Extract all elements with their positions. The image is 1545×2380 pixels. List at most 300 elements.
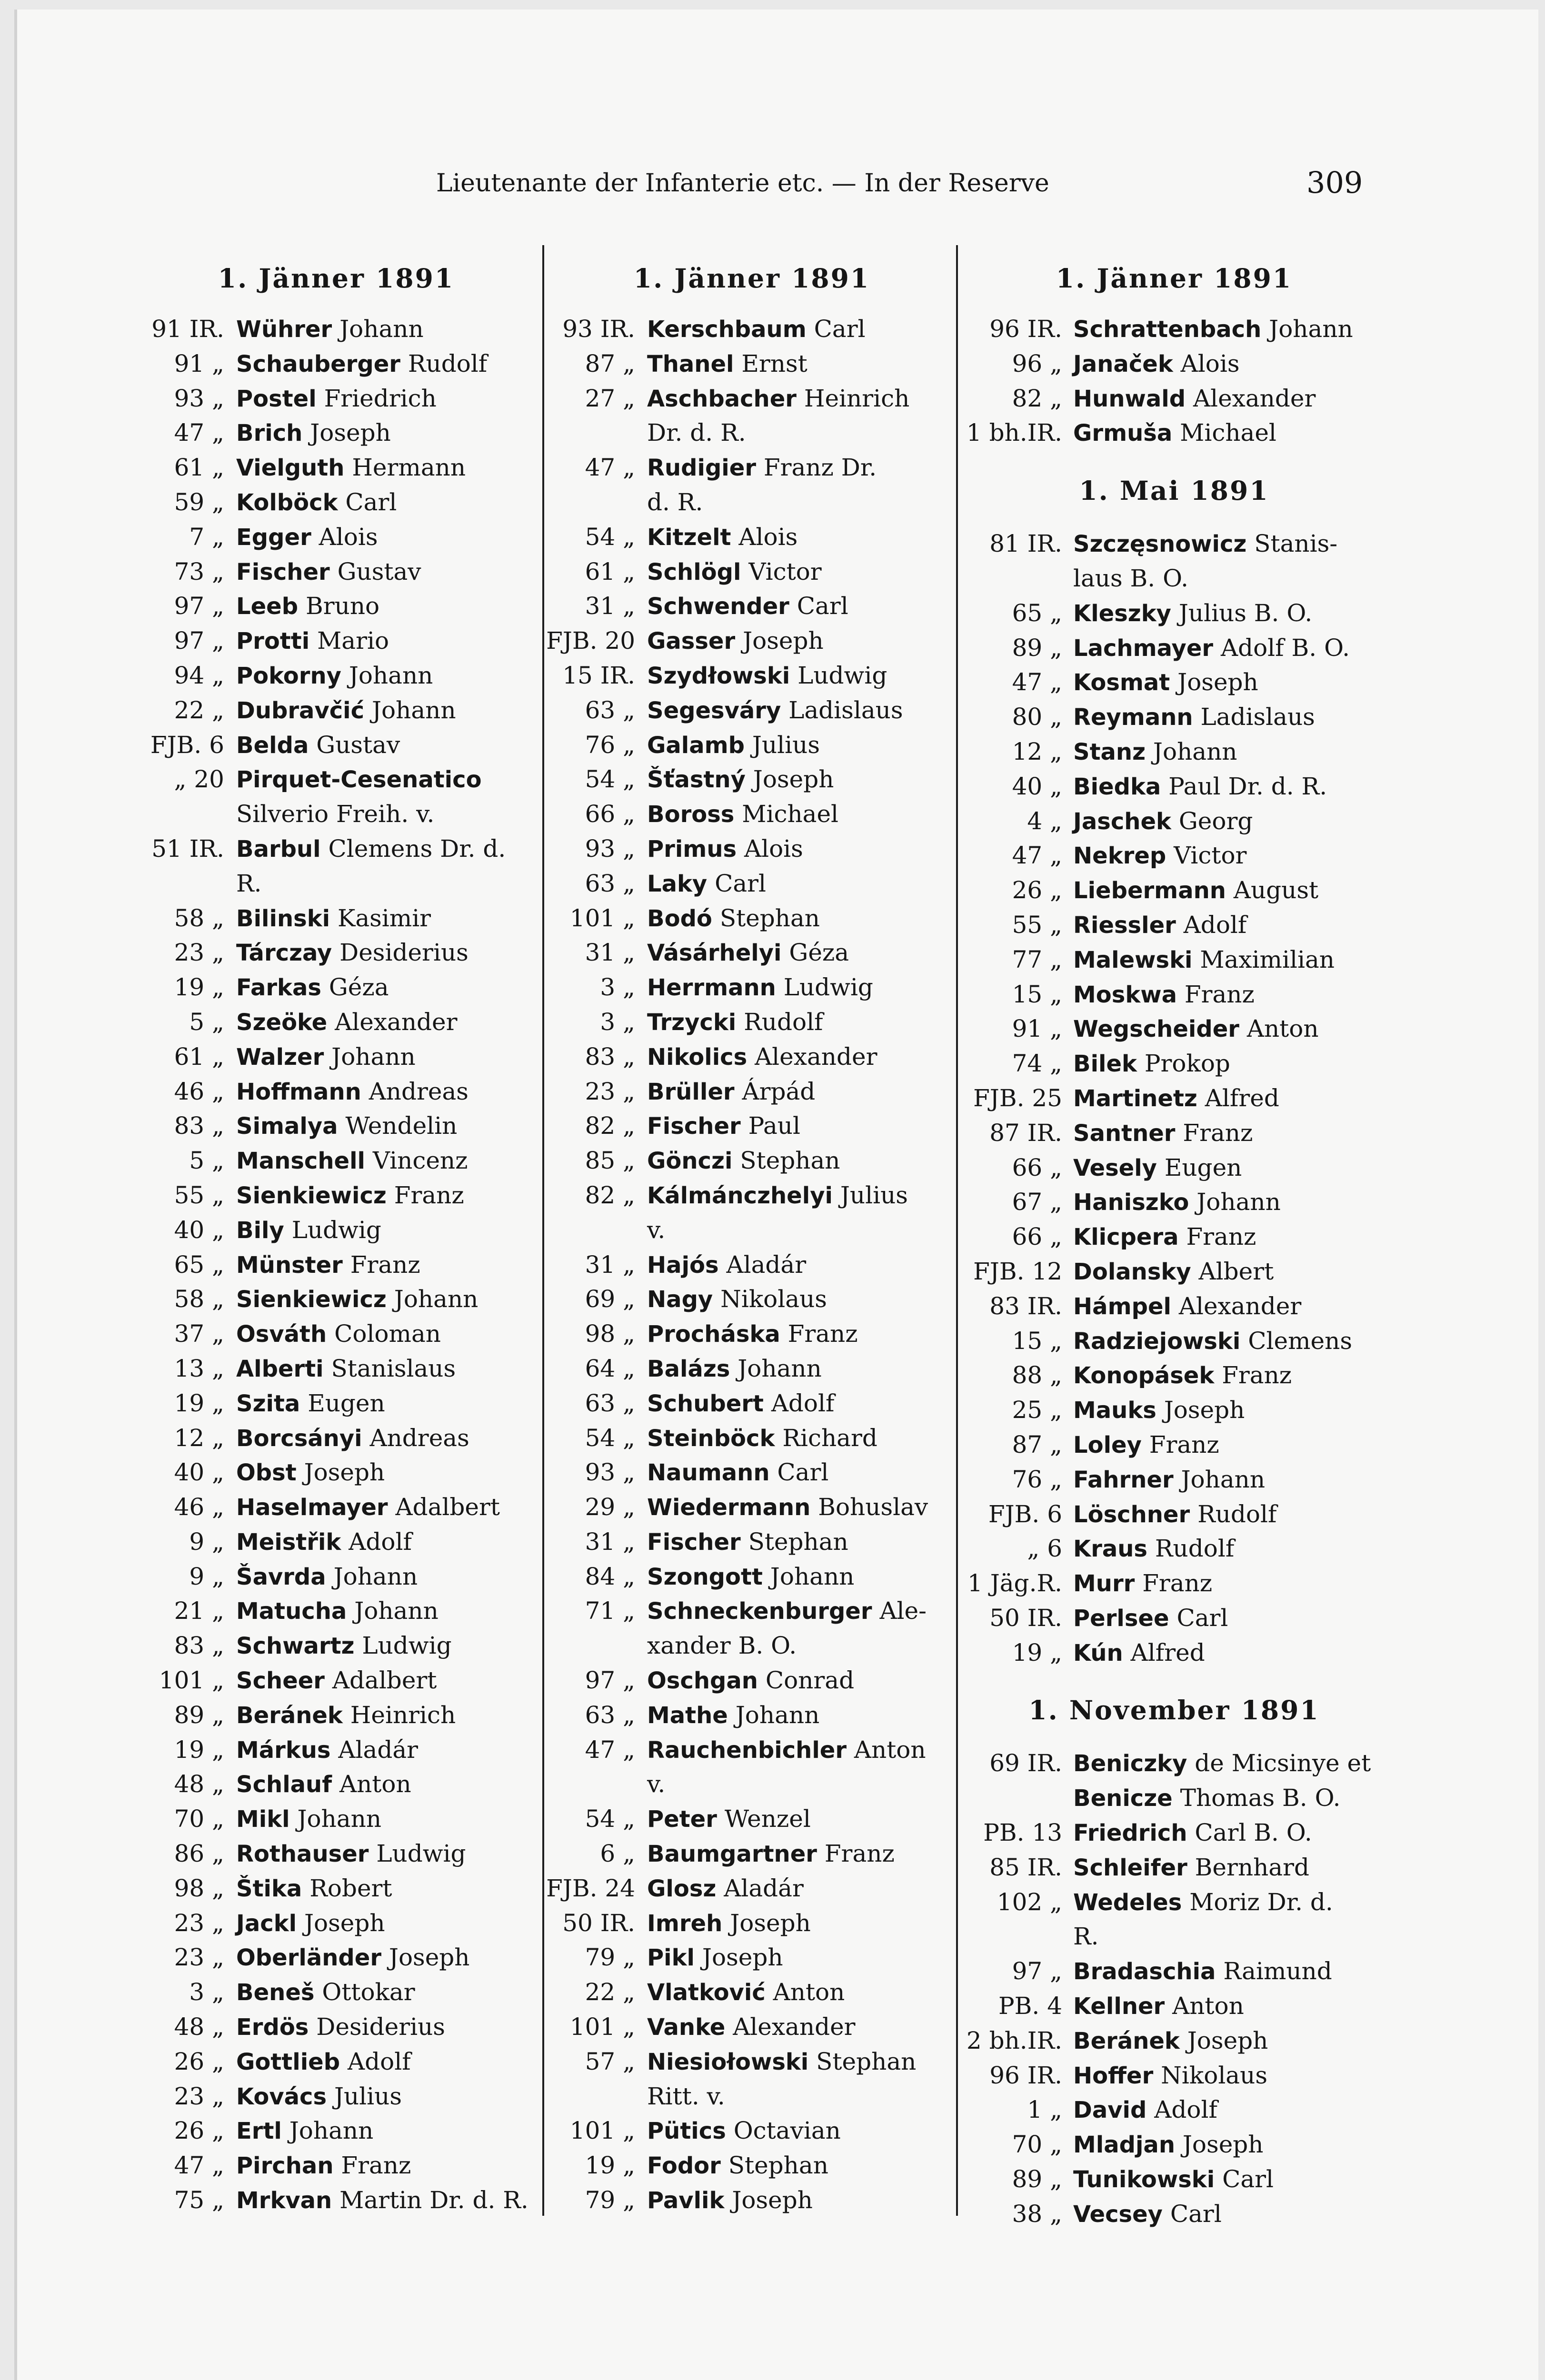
given-name: Gustav [337,557,421,585]
surname: Rudigier [647,455,756,482]
officer-name [1073,1601,1228,1636]
officer-name [647,520,797,555]
list-item [134,1525,538,1559]
given-name: Joseph [310,419,391,447]
surname: Thanel [647,350,734,377]
officer-name [647,2183,813,2218]
list-item [134,1733,538,1767]
unit-number: 59 „ [174,488,224,516]
given-name: Johann [735,1701,820,1729]
officer-name [647,1836,895,1872]
given-name: Adolf [1154,2096,1217,2124]
unit-number: 9 „ [189,1527,224,1556]
surname: Grmuša [1073,420,1173,447]
list-item [545,1040,959,1074]
list-item [965,1885,1384,1920]
officer-name [647,1940,783,1975]
surname: Radziejowski [1073,1328,1241,1355]
list-item [545,935,959,970]
surname: Glosz [647,1875,717,1902]
unit-number: 48 „ [174,2013,224,2041]
list-item [134,1178,538,1213]
given-name: Géza [789,939,849,967]
section-heading: 1. Mai 1891 [1079,475,1269,506]
officer-name [236,624,389,659]
unit-number: 23 „ [174,2082,224,2110]
given-name: Martin Dr. d. R. [339,2186,528,2214]
officer-name [1073,2162,1274,2197]
given-name: d. R. [647,488,703,516]
list-item [545,1213,959,1248]
officer-name [1073,561,1188,596]
unit-number: 64 „ [585,1354,635,1382]
list-item [134,485,538,520]
unit-number: 19 „ [174,1389,224,1417]
surname: Kún [1073,1639,1123,1666]
surname: Fischer [647,1113,741,1140]
surname: Imreh [647,1910,723,1937]
list-item [545,347,959,381]
unit-number: 85 IR. [989,1853,1062,1881]
section-heading: 1. Jänner 1891 [633,263,870,294]
surname: Egger [236,524,311,551]
given-name: Carl [715,869,767,897]
list-item [134,624,538,658]
officer-name [236,1455,385,1490]
surname: Riessler [1073,912,1176,939]
unit-number: 23 „ [174,1944,224,1972]
surname: Pikl [647,1944,695,1972]
unit-number: 31 „ [585,592,635,620]
list-item [965,1289,1384,1324]
surname: Kerschbaum [647,316,807,343]
surname: Protti [236,628,310,655]
list-item [545,1490,959,1525]
officer-name [1073,1919,1099,1954]
officer-name [1073,2023,1268,2059]
unit-number: 89 „ [1012,634,1062,662]
officer-name [647,2113,841,2149]
list-item [965,1566,1384,1601]
given-name: Franz [394,1181,464,1209]
unit-number: 66 „ [1012,1153,1062,1181]
officer-name [236,1836,466,1872]
list-item [545,1802,959,1836]
unit-number: 89 „ [174,1701,224,1729]
officer-name [647,2148,828,2183]
surname: Vásárhelyi [647,940,782,967]
unit-number: 15 „ [1012,1327,1062,1355]
unit-number: 13 „ [174,1354,224,1382]
surname: Leeb [236,593,299,620]
given-name: Prokop [1144,1050,1230,1078]
list-item [545,2148,959,2183]
officer-name [236,1663,437,1698]
surname: Peter [647,1806,717,1833]
list-item [545,1525,959,1559]
officer-name [236,555,421,590]
surname: Haniszko [1073,1189,1189,1216]
list-item [965,561,1384,596]
column-3 [965,243,1384,2231]
list-item [134,1871,538,1906]
list-item [545,1663,959,1698]
list-item [134,381,538,416]
given-name: Joseph [753,765,834,793]
surname: Rothauser [236,1841,369,1868]
surname: Schubert [647,1390,764,1417]
list-item [134,555,538,589]
unit-number: 63 „ [585,1701,635,1729]
officer-name [647,624,824,659]
list-item [545,1005,959,1040]
unit-number: 26 „ [1012,876,1062,904]
surname: Fodor [647,2152,721,2180]
given-name: Octavian [733,2117,841,2145]
unit-number: 101 „ [569,904,635,932]
surname: Moskwa [1073,981,1177,1008]
list-item [965,2197,1384,2231]
list-item [545,1109,959,1143]
unit-number: 23 „ [174,1909,224,1937]
given-name: Joseph [730,1909,811,1937]
given-name: Alois [744,834,803,863]
list-item [965,1185,1384,1220]
surname: Pirquet-Cesenatico [236,766,482,793]
given-name: Johann [331,1042,416,1071]
given-name: Stephan [719,904,820,932]
officer-name [1073,1885,1333,1920]
list-item [134,1317,538,1351]
surname: Beniczky [1073,1750,1187,1777]
list-item [545,381,959,416]
list-item [545,2183,959,2218]
officer-name [236,312,424,347]
unit-number: 19 „ [585,2152,635,2180]
surname: Tárczay [236,940,332,967]
surname: Kleszky [1073,600,1171,627]
list-item [134,970,538,1005]
list-item [545,970,959,1005]
given-name: Joseph [1177,668,1258,696]
surname: Brich [236,420,303,447]
unit-number: 26 „ [174,2047,224,2075]
unit-number: 76 „ [1012,1465,1062,1493]
unit-number: 97 „ [174,592,224,620]
given-name: Andreas [369,1424,469,1452]
officer-name [647,1040,877,1075]
list-item [545,555,959,589]
given-name: Carl [814,315,866,343]
surname: Szeöke [236,1009,328,1036]
officer-name [647,658,887,694]
unit-number: 66 „ [585,800,635,828]
list-item [965,526,1384,561]
officer-name [1073,596,1312,631]
unit-number: 23 „ [585,1077,635,1105]
list-item [134,658,538,693]
list-item [134,1767,538,1802]
surname: Vesely [1073,1154,1157,1181]
surname: Benicze [1073,1785,1173,1812]
list-item [545,728,959,763]
officer-name [1073,1815,1312,1851]
officer-name [236,1421,469,1456]
unit-number: 93 „ [174,384,224,412]
unit-number: 47 „ [1012,668,1062,696]
unit-number: 93 IR. [562,315,635,343]
given-name: Moriz Dr. d. [1189,1888,1333,1916]
unit-number: 101 „ [569,2013,635,2041]
officer-name [236,1074,468,1110]
officer-name [647,1871,804,1906]
surname: Tunikowski [1073,2166,1215,2193]
list-item [965,381,1384,416]
officer-name [236,485,397,520]
given-name: Wenzel [724,1805,811,1833]
officer-name [1073,631,1350,666]
list-item [965,2162,1384,2197]
given-name: Vincenz [372,1147,468,1175]
list-item [545,866,959,901]
given-name: Michael [742,800,839,828]
list-item [965,977,1384,1012]
surname: Murr [1073,1570,1135,1597]
officer-name [236,970,389,1005]
unit-number: 47 „ [1012,842,1062,870]
unit-number: 29 „ [585,1493,635,1521]
officer-name [236,1525,412,1560]
given-name: Ladislaus [788,696,903,724]
officer-name [647,2044,916,2080]
officer-name [647,728,820,763]
surname: Fischer [236,558,330,585]
surname: Loley [1073,1431,1142,1458]
surname: Aschbacher [647,385,797,412]
unit-number: 74 „ [1012,1050,1062,1078]
given-name: Rudolf [1155,1535,1235,1563]
given-name: Anton [1172,1992,1244,2020]
given-name: Desiderius [339,939,468,967]
officer-name [236,1802,381,1837]
unit-number: 77 „ [1012,945,1062,973]
officer-name [1073,347,1240,382]
list-item [545,1559,959,1594]
officer-name [647,1109,800,1144]
list-item [545,1317,959,1351]
surname: Vecsey [1073,2201,1163,2228]
surname: Schleifer [1073,1854,1187,1881]
officer-name [236,1351,456,1387]
list-item [134,1628,538,1663]
list-item [965,665,1384,700]
list-item [134,1351,538,1386]
list-item [965,1012,1384,1046]
list-item [134,866,538,901]
unit-number: 96 IR. [989,2061,1062,2089]
given-name: Julius [840,1181,908,1209]
unit-number: „ 20 [174,765,224,793]
officer-name [647,485,703,520]
surname: Oberländer [236,1944,381,1972]
surname: Simalya [236,1113,338,1140]
unit-number: 5 „ [189,1147,224,1175]
given-name: v. [647,1216,666,1244]
unit-number: FJB. 24 [546,1874,635,1902]
list-item [965,1601,1384,1636]
given-name: Stanislaus [331,1354,456,1382]
list-item [545,1594,959,1628]
given-name: Eugen [1164,1153,1242,1181]
surname: Bily [236,1217,284,1244]
surname: Biedka [1073,773,1161,800]
list-item [545,1074,959,1109]
unit-number: „ 6 [1027,1535,1062,1563]
section-heading: 1. Jänner 1891 [1056,263,1293,294]
officer-name [647,450,877,486]
list-item [134,2010,538,2044]
unit-number: 37 „ [174,1320,224,1348]
surname: Lachmayer [1073,635,1214,662]
officer-name [647,1767,665,1802]
given-name: Alois [1180,349,1240,377]
surname: Beránek [1073,2027,1180,2054]
surname: Kraus [1073,1536,1147,1563]
officer-name [236,2010,445,2045]
officer-name [1073,381,1316,416]
unit-number: 83 „ [174,1632,224,1660]
surname: Gottlieb [236,2048,340,2075]
given-name: Ludwig [291,1216,381,1244]
unit-number: 12 „ [1012,737,1062,765]
list-item [134,589,538,624]
unit-number: 63 „ [585,1389,635,1417]
surname: Laky [647,870,708,897]
given-name: Stephan [816,2047,917,2075]
given-name: Anton [773,1978,845,2006]
officer-name [1073,1462,1265,1497]
unit-number: 40 „ [1012,772,1062,800]
list-item [134,1213,538,1248]
unit-number: 82 „ [585,1112,635,1140]
given-name: Johann [1196,1188,1281,1216]
list-item [134,1421,538,1456]
unit-number: PB. 13 [983,1819,1062,1847]
surname: Pavlik [647,2187,725,2214]
surname: Vanke [647,2014,726,2041]
officer-name [1073,1781,1341,1816]
officer-name [1073,1254,1274,1289]
list-item [965,1046,1384,1081]
given-name: Maximilian [1200,945,1335,973]
officer-name [647,1975,845,2010]
list-item [545,1906,959,1941]
list-item [545,1351,959,1386]
officer-name [647,762,834,797]
unit-number: 93 „ [585,834,635,863]
surname: Jaschek [1073,808,1171,835]
list-item [545,416,959,450]
given-name: Ladislaus [1200,703,1315,731]
officer-name [1073,700,1315,735]
surname: Dolansky [1073,1258,1191,1285]
list-item [134,1698,538,1733]
officer-name [1073,1185,1281,1220]
officer-name [647,901,820,936]
given-name: Victor [1174,842,1247,870]
list-item [545,624,959,658]
unit-number: 70 „ [174,1805,224,1833]
surname: Szongott [647,1563,763,1590]
surname: Haselmayer [236,1494,388,1521]
surname: Malewski [1073,946,1193,973]
unit-number: 63 „ [585,696,635,724]
officer-name [1073,1497,1277,1532]
surname: Obst [236,1459,297,1487]
unit-number: 93 „ [585,1458,635,1487]
officer-name [1073,1046,1230,1081]
officer-name [236,450,466,486]
officer-name [647,1698,819,1733]
unit-number: 5 „ [189,1008,224,1036]
list-item [965,596,1384,631]
given-name: Franz [824,1840,895,1868]
list-item [545,797,959,832]
given-name: Bruno [305,592,380,620]
officer-name [1073,2092,1217,2128]
list-item [965,1254,1384,1289]
surname: Niesiołowski [647,2048,809,2075]
officer-name [647,1455,828,1490]
officer-name [236,2183,528,2218]
given-name: Adalbert [332,1666,437,1695]
surname: Kolböck [236,489,338,516]
given-name: Franz [341,2152,411,2180]
list-item [134,2113,538,2148]
surname: Sienkiewicz [236,1182,387,1209]
surname: Baumgartner [647,1841,817,1868]
officer-name [236,935,468,971]
unit-number: 71 „ [585,1597,635,1625]
unit-number: 79 „ [585,2186,635,2214]
list-item [134,347,538,381]
surname: Dubravčić [236,697,365,724]
officer-name [236,1698,456,1733]
list-item [134,1663,538,1698]
officer-name [647,1525,848,1560]
unit-number: 31 „ [585,1250,635,1279]
given-name: Stephan [748,1527,848,1556]
unit-number: 50 IR. [562,1909,635,1937]
list-item [134,797,538,832]
given-name: Franz [350,1250,420,1279]
unit-number: 22 „ [585,1978,635,2006]
given-name: Thomas B. O. [1180,1784,1341,1812]
list-item [134,520,538,555]
officer-name [647,2010,856,2045]
unit-number: 47 „ [585,1735,635,1764]
surname: Szita [236,1390,300,1417]
surname: Galamb [647,732,745,759]
given-name: Joseph [1187,2026,1268,2054]
officer-name [236,1906,385,1941]
unit-number: 6 „ [600,1840,635,1868]
unit-number: 73 „ [174,557,224,585]
unit-number: PB. 4 [998,1992,1062,2020]
given-name: Árpád [742,1077,816,1105]
list-item [965,1150,1384,1185]
given-name: Bohuslav [818,1493,928,1521]
